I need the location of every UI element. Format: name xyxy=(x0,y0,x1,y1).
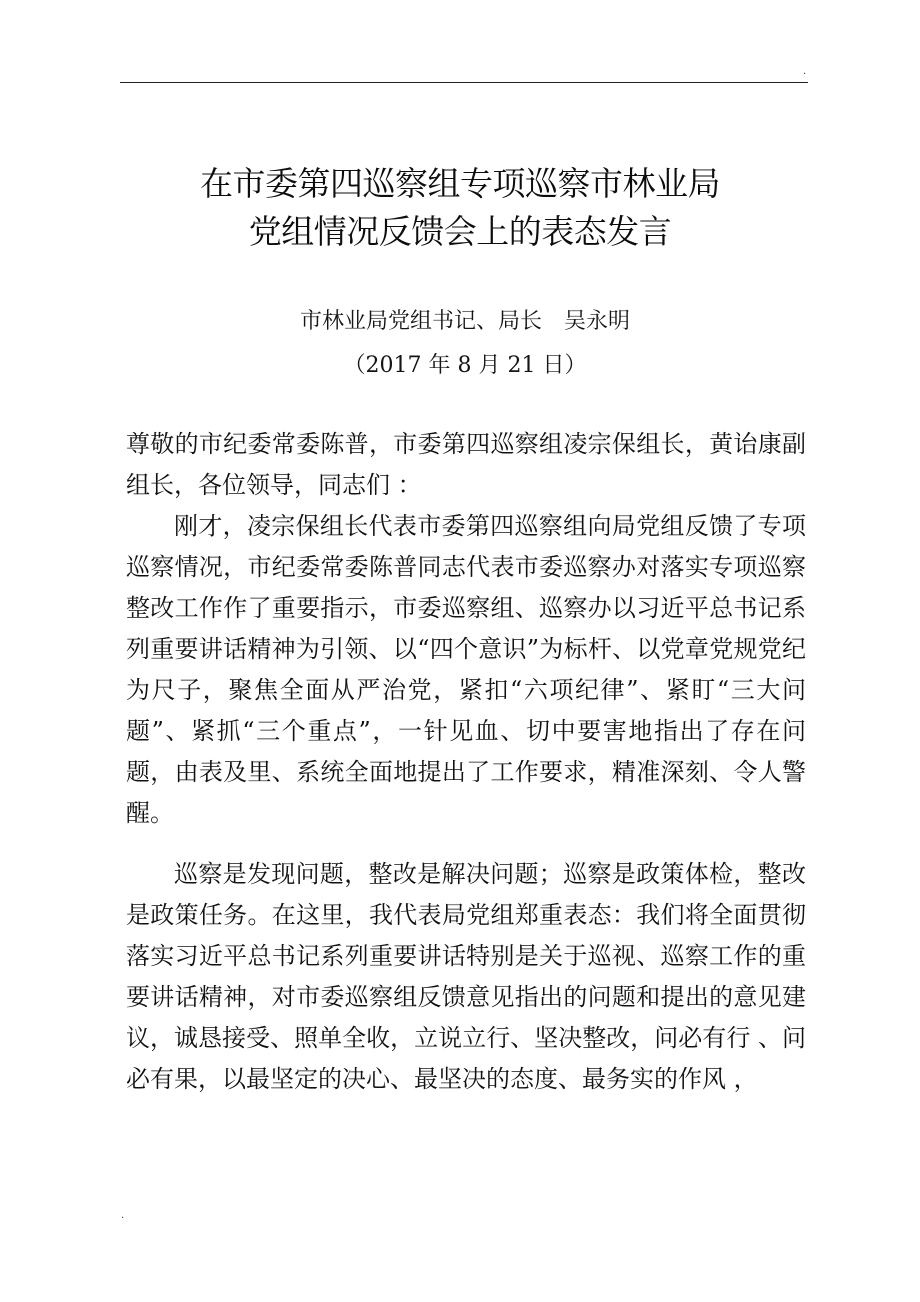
header-dot: . xyxy=(803,66,807,77)
paragraph-gap xyxy=(126,834,806,854)
paragraph-2: 巡察是发现问题，整改是解决问题；巡察是政策体检，整改是政策任务。在这里，我代表局党组郑重表态：我们将全面贯彻落实习近平总书记系列重要讲话特别是关于巡视、巡察工作的重要讲话精神，对市委巡察组反馈意见指出的问题和提出的意见建议，诚恳接受、照单全收，立说立行、坚决整改，问必有行 、问必有果，以最坚定的决心、最坚决的态度、最务实的作风 ， xyxy=(126,860,806,1093)
salutation: 尊敬的市纪委常委陈普，市委第四巡察组凌宗保组长，黄诒康副组长，各位领导，同志们 ： xyxy=(126,430,806,499)
document-title xyxy=(0,160,920,256)
title-line-2: 党组情况反馈会上的表态发言 xyxy=(248,212,672,251)
footer-dot: . xyxy=(121,1210,125,1221)
document-body xyxy=(126,424,806,1100)
header-rule xyxy=(120,82,808,83)
author-name-line: 市林业局党组书记、局长 吴永明 xyxy=(299,309,630,334)
author-block xyxy=(0,300,920,388)
title-line-1: 在市委第四巡察组专项巡察市林业局 xyxy=(200,164,720,203)
paragraph-1: 刚才，凌宗保组长代表市委第四巡察组向局党组反馈了专项巡察情况，市纪委常委陈普同志代表市委巡察办对落实专项巡察整改工作作了重要指示，市委巡察组、巡察办以习近平总书记系列重要讲话精神为引领、以“四个意识”为标杆、以党章党规党纪为尺子，聚焦全面从严治党，紧扣“六项纪律”、紧盯“三大问题”、紧抓“三个重点”，一针见血、切中要害地指出了存在问题，由表及里、系统全面地提出了工作要求，精准深刻、令人警醒。 xyxy=(126,512,806,827)
speech-date: （2017 年 8 月 21 日） xyxy=(343,353,587,378)
